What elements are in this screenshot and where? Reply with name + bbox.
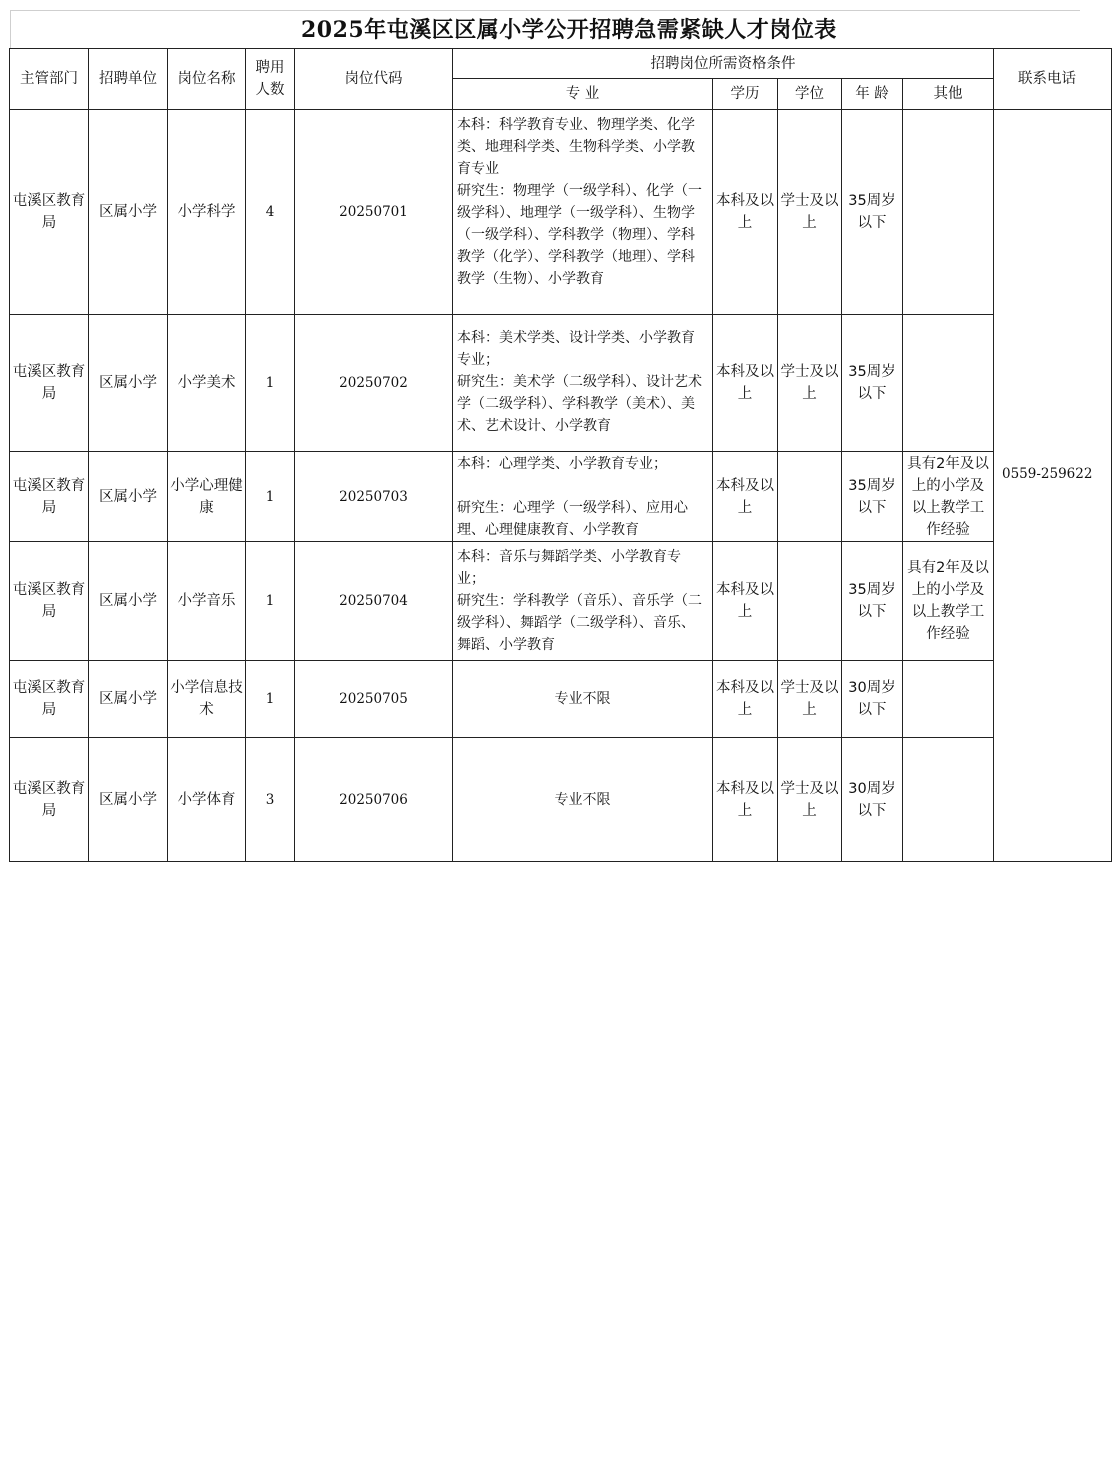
header-code: 岗位代码 xyxy=(295,49,453,110)
other-cell xyxy=(903,738,994,862)
degree-cell: 学士及以上 xyxy=(778,661,842,738)
position-cell: 小学体育 xyxy=(168,738,246,862)
major-spacer xyxy=(457,475,708,497)
unit-cell: 区属小学 xyxy=(89,452,168,542)
dept-cell: 屯溪区教育局 xyxy=(10,542,89,661)
major-cell xyxy=(453,542,713,661)
table-row xyxy=(10,315,1112,452)
position-cell: 小学美术 xyxy=(168,315,246,452)
major-cell xyxy=(453,452,713,542)
code-cell: 20250702 xyxy=(295,315,453,452)
other-cell xyxy=(903,315,994,452)
age-cell: 35周岁以下 xyxy=(842,452,903,542)
dept-cell: 屯溪区教育局 xyxy=(10,110,89,315)
other-cell xyxy=(903,110,994,315)
table-container xyxy=(9,48,1093,860)
major-postgrad: 研究生：物理学（一级学科）、化学（一级学科）、地理学（一级学科）、生物学（一级学科）、学科教学（物理）、学科教学（化学）、学科教学（地理）、学科教学（生物）、小学教育 xyxy=(457,183,702,287)
count-cell: 1 xyxy=(246,661,295,738)
major-postgrad: 研究生：心理学（一级学科）、应用心理、心理健康教育、小学教育 xyxy=(457,500,688,538)
other-cell: 具有2年及以上的小学及以上教学工作经验 xyxy=(903,542,994,661)
major-cell: 专业不限 xyxy=(453,738,713,862)
position-cell: 小学信息技术 xyxy=(168,661,246,738)
age-cell: 35周岁以下 xyxy=(842,110,903,315)
education-cell: 本科及以上 xyxy=(713,110,778,315)
major-undergrad: 本科：科学教育专业、物理学类、化学类、地理科学类、生物科学类、小学教育专业 xyxy=(457,117,695,177)
code-cell: 20250704 xyxy=(295,542,453,661)
major-cell: 专业不限 xyxy=(453,661,713,738)
header-position: 岗位名称 xyxy=(168,49,246,110)
header-major: 专 业 xyxy=(453,79,713,110)
header-education: 学历 xyxy=(713,79,778,110)
age-cell: 30周岁以下 xyxy=(842,661,903,738)
header-phone: 联系电话 xyxy=(994,49,1112,110)
other-cell xyxy=(903,661,994,738)
count-cell: 3 xyxy=(246,738,295,862)
count-cell: 1 xyxy=(246,542,295,661)
degree-cell: 学士及以上 xyxy=(778,110,842,315)
major-cell xyxy=(453,110,713,315)
header-degree: 学位 xyxy=(778,79,842,110)
header-count: 聘用人数 xyxy=(246,49,295,110)
unit-cell: 区属小学 xyxy=(89,315,168,452)
count-cell: 4 xyxy=(246,110,295,315)
education-cell: 本科及以上 xyxy=(713,542,778,661)
phone-cell: 0559-259622 xyxy=(994,110,1112,862)
code-cell: 20250705 xyxy=(295,661,453,738)
recruitment-table xyxy=(9,48,1112,862)
header-qualification-group: 招聘岗位所需资格条件 xyxy=(453,49,994,79)
code-cell: 20250706 xyxy=(295,738,453,862)
header-dept: 主管部门 xyxy=(10,49,89,110)
major-undergrad: 本科：美术学类、设计学类、小学教育专业； xyxy=(457,330,695,368)
header-unit: 招聘单位 xyxy=(89,49,168,110)
code-cell: 20250703 xyxy=(295,452,453,542)
age-cell: 35周岁以下 xyxy=(842,315,903,452)
table-row xyxy=(10,542,1112,661)
education-cell: 本科及以上 xyxy=(713,738,778,862)
table-row xyxy=(10,452,1112,542)
table-row xyxy=(10,110,1112,315)
position-cell: 小学心理健康 xyxy=(168,452,246,542)
page-title: 2025年屯溪区区属小学公开招聘急需紧缺人才岗位表 xyxy=(10,10,1080,48)
code-cell: 20250701 xyxy=(295,110,453,315)
position-cell: 小学科学 xyxy=(168,110,246,315)
table-row xyxy=(10,738,1112,862)
header-row xyxy=(10,49,1112,79)
position-cell: 小学音乐 xyxy=(168,542,246,661)
other-cell: 具有2年及以上的小学及以上教学工作经验 xyxy=(903,452,994,542)
count-cell: 1 xyxy=(246,452,295,542)
unit-cell: 区属小学 xyxy=(89,661,168,738)
major-postgrad: 研究生：美术学（二级学科）、设计艺术学（二级学科）、学科教学（美术）、美术、艺术设计、小学教育 xyxy=(457,374,702,434)
education-cell: 本科及以上 xyxy=(713,661,778,738)
dept-cell: 屯溪区教育局 xyxy=(10,738,89,862)
education-cell: 本科及以上 xyxy=(713,315,778,452)
major-cell xyxy=(453,315,713,452)
dept-cell: 屯溪区教育局 xyxy=(10,315,89,452)
header-other: 其他 xyxy=(903,79,994,110)
major-undergrad: 本科：心理学类、小学教育专业； xyxy=(457,456,667,472)
unit-cell: 区属小学 xyxy=(89,110,168,315)
degree-cell xyxy=(778,542,842,661)
dept-cell: 屯溪区教育局 xyxy=(10,661,89,738)
header-age: 年 龄 xyxy=(842,79,903,110)
dept-cell: 屯溪区教育局 xyxy=(10,452,89,542)
unit-cell: 区属小学 xyxy=(89,542,168,661)
count-cell: 1 xyxy=(246,315,295,452)
table-row xyxy=(10,661,1112,738)
degree-cell xyxy=(778,452,842,542)
age-cell: 30周岁以下 xyxy=(842,738,903,862)
major-postgrad: 研究生：学科教学（音乐）、音乐学（二级学科）、舞蹈学（二级学科）、音乐、舞蹈、小学教育 xyxy=(457,593,702,653)
degree-cell: 学士及以上 xyxy=(778,738,842,862)
age-cell: 35周岁以下 xyxy=(842,542,903,661)
unit-cell: 区属小学 xyxy=(89,738,168,862)
degree-cell: 学士及以上 xyxy=(778,315,842,452)
major-undergrad: 本科：音乐与舞蹈学类、小学教育专业； xyxy=(457,549,681,587)
education-cell: 本科及以上 xyxy=(713,452,778,542)
